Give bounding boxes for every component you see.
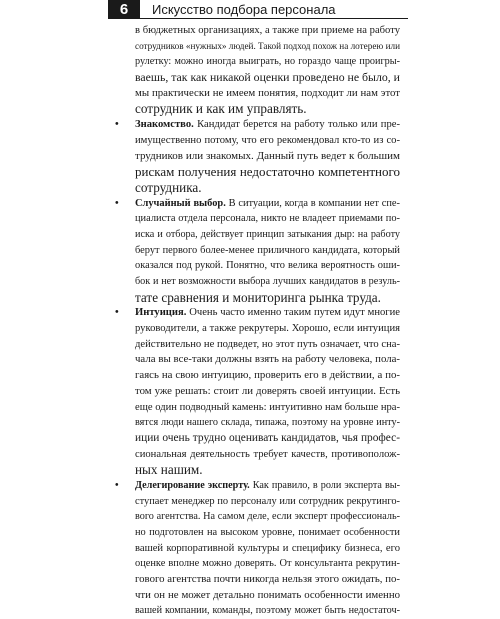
running-title: Искусство подбора персонала (152, 2, 336, 17)
text-line: циалиста отдела персонала, никто не владеет приемами по- (135, 213, 400, 225)
text-line: имущественно потому, что его рекомендовал кто-то из со- (135, 134, 400, 146)
text-line: иции очень трудно оценивать кандидатов, чья профес- (135, 431, 400, 444)
text-line: бок и нет возможности выбора лучших кандидатов в резуль- (135, 276, 400, 287)
list-item-text: Как правило, в роли эксперта вы- (252, 479, 401, 491)
list-item-text: Очень часто именно таким путем идут многие (189, 307, 401, 319)
text-line: руководители, а также рекрутеры. Хорошо, если интуиция (135, 323, 400, 335)
text-line: рискам получения недостаточно компетентного (135, 164, 400, 180)
text-line: в бюджетных организациях, а также при приеме на работу (135, 25, 400, 36)
text-line: том уже решать: стоит ли доверять своей интуиции. Есть (135, 384, 400, 397)
text-line: сотрудник и как им управлять. (135, 101, 307, 117)
text-line: чала вы все-таки должны взять на работу человека, пола- (135, 353, 400, 366)
bullet-icon: • (115, 197, 119, 209)
body-text (108, 23, 400, 619)
text-line: сиональная деятельность требует качеств, противополож- (135, 448, 400, 460)
text-line: сотрудников «нужных» людей. Такой подход похож на лотерею или (135, 40, 401, 51)
list-item-text: В ситуации, когда в компании нет спе- (228, 197, 400, 209)
list-item-first-line (108, 305, 400, 321)
text-line: ступает менеджер по персоналу или сотрудник рекрутинго- (135, 495, 400, 507)
text-line: рулетку: можно иногда выиграть, но гораздо чаще проигры- (135, 56, 400, 68)
page-number: 6 (108, 0, 140, 19)
text-line: иска и отбора, действует принцип затыкания дыр: на работу (135, 228, 400, 240)
list-item-term: Знакомство. (135, 119, 194, 131)
text-line: вятся люди нашего склада, типажа, поэтому на уровне инту- (135, 417, 400, 429)
text-line: ных нашим. (135, 462, 203, 478)
bullet-icon: • (115, 119, 119, 131)
text-line: трудников или знакомых. Данный путь ведет к большим (135, 149, 400, 162)
text-line: тате сравнения и мониторинга рынка труда. (135, 289, 381, 305)
text-line: вашей компании, команды, поэтому может быть недостаточ- (135, 605, 400, 617)
list-item-first-line (108, 478, 400, 494)
list-item-text: Кандидат берется на работу только или пре- (197, 119, 400, 131)
list-item-term: Делегирование эксперту. (135, 479, 250, 491)
bullet-icon: • (115, 479, 119, 491)
text-line: еще один подводный камень: интуитивно нам больше нра- (135, 401, 401, 413)
text-line: но подготовлен на высоком уровне, понимает особенности (135, 527, 400, 538)
list-item-term: Интуиция. (135, 307, 187, 319)
list-item-first-line (108, 196, 400, 212)
text-line: чти он не может детально понимать особенности именно (135, 588, 400, 601)
text-line: оценке вполне можно доверять. От консультанта рекрутин- (135, 558, 400, 570)
list-item-first-line (108, 117, 400, 133)
text-line: гаясь на свою интуицию, проверить его в действии, а по- (135, 369, 400, 382)
text-line: гового агентства почти никогда нельзя этого ожидать, по- (135, 573, 400, 586)
text-line: оказался под рукой. Понятно, что велика вероятность оши- (135, 260, 400, 272)
text-line: действительно не подведет, но этот путь означает, что сна- (135, 338, 400, 350)
text-line: берут первого более-менее приличного кандидата, который (135, 244, 400, 256)
text-line: вашей корпоративной культуры и специфику бизнеса, его (135, 542, 400, 554)
text-line: мы практически не имеем понятия, подходит ли нам этот (135, 86, 400, 99)
page-header (108, 0, 408, 22)
text-line: сотрудника. (135, 179, 202, 195)
list-item-term: Случайный выбор. (135, 197, 226, 209)
text-line: ваешь, так как никакой оценки проведено не было, и (135, 70, 400, 85)
bullet-icon: • (115, 307, 119, 319)
text-line: вого агентства. На самом деле, если эксперт профессиональ- (135, 511, 400, 523)
